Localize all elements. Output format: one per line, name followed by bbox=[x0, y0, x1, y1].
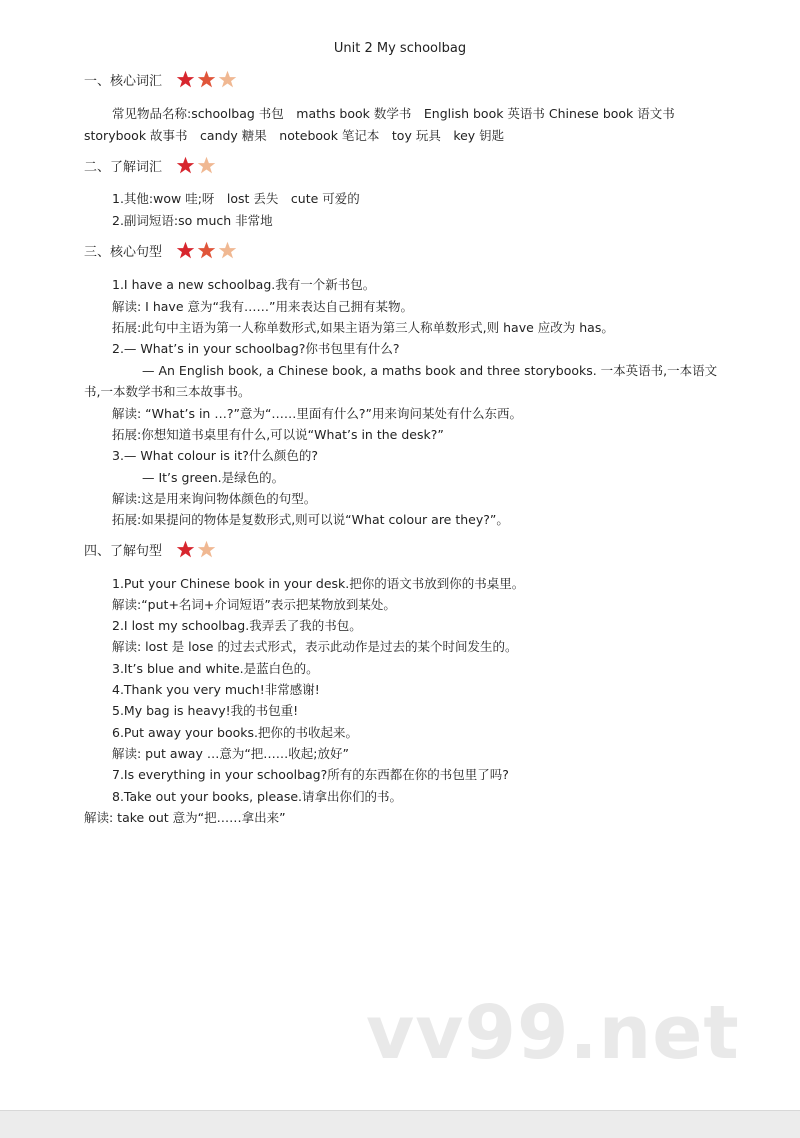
text-line: 3.It’s blue and white.是蓝白色的。 bbox=[112, 661, 319, 676]
text-line: 4.Thank you very much!非常感谢! bbox=[112, 682, 320, 697]
text-line: storybook 故事书 candy 糖果 notebook 笔记本 toy 玩具 key 钥匙 bbox=[84, 128, 505, 143]
text-line: 7.Is everything in your schoolbag?所有的东西都在你的书包里了吗? bbox=[112, 767, 509, 782]
star-icon bbox=[176, 156, 195, 175]
star-icon bbox=[197, 70, 216, 89]
text-line: 常见物品名称:schoolbag 书包 maths book 数学书 English book 英语书 Chinese book 语文书 bbox=[112, 106, 675, 121]
section-heading-core-sentences bbox=[84, 241, 239, 260]
text-line: 解读: lost 是 lose 的过去式形式，表示此动作是过去的某个时间发生的。 bbox=[112, 639, 518, 654]
star-icon bbox=[218, 241, 237, 260]
watermark-logo: vv99.net bbox=[366, 990, 740, 1076]
star-icon bbox=[218, 70, 237, 89]
text-line: 6.Put away your books.把你的书收起来。 bbox=[112, 725, 358, 740]
star-icon bbox=[197, 241, 216, 260]
section-heading-text: 三、核心句型 bbox=[84, 245, 163, 260]
text-line: 解读: take out 意为“把……拿出来” bbox=[84, 810, 286, 825]
section-heading-text: 四、了解句型 bbox=[84, 544, 163, 559]
text-line: 2.副词短语:so much 非常地 bbox=[112, 213, 273, 228]
rating-stars bbox=[176, 241, 239, 260]
text-line: 3.— What colour is it?什么颜色的? bbox=[112, 448, 318, 463]
text-line: — An English book, a Chinese book, a maths book and three storybooks. 一本英语书,一本语文 bbox=[142, 363, 718, 378]
text-line: — It’s green.是绿色的。 bbox=[142, 470, 285, 485]
section-heading-text: 二、了解词汇 bbox=[84, 160, 163, 175]
rating-stars bbox=[176, 70, 239, 89]
text-line: 书,一本数学书和三本故事书。 bbox=[84, 384, 251, 399]
text-line: 1.其他:wow 哇;呀 lost 丢失 cute 可爱的 bbox=[112, 191, 360, 206]
section-heading-core-vocabulary bbox=[84, 70, 239, 89]
rating-stars bbox=[176, 540, 218, 559]
text-line: 解读: I have 意为“我有……”用来表达自己拥有某物。 bbox=[112, 299, 413, 314]
text-line: 解读:“put+名词+介词短语”表示把某物放到某处。 bbox=[112, 597, 396, 612]
text-line: 1.I have a new schoolbag.我有一个新书包。 bbox=[112, 277, 376, 292]
text-line: 拓展:此句中主语为第一人称单数形式,如果主语为第三人称单数形式,则 have 应改为 has。 bbox=[112, 320, 614, 335]
text-line: 拓展:你想知道书桌里有什么,可以说“What’s in the desk?” bbox=[112, 427, 444, 442]
section-heading-text: 一、核心词汇 bbox=[84, 74, 163, 89]
star-icon bbox=[197, 156, 216, 175]
text-line: 2.— What’s in your schoolbag?你书包里有什么? bbox=[112, 341, 400, 356]
page-bottom-strip bbox=[0, 1110, 800, 1138]
document-title: Unit 2 My schoolbag bbox=[333, 41, 467, 56]
star-icon bbox=[176, 241, 195, 260]
text-line: 解读: “What’s in …?”意为“……里面有什么?”用来询问某处有什么东西。 bbox=[112, 406, 523, 421]
text-line: 解读: put away …意为“把……收起;放好” bbox=[112, 746, 349, 761]
star-icon bbox=[197, 540, 216, 559]
text-line: 拓展:如果提问的物体是复数形式,则可以说“What colour are they?”。 bbox=[112, 512, 509, 527]
text-line: 8.Take out your books, please.请拿出你们的书。 bbox=[112, 789, 402, 804]
rating-stars bbox=[176, 156, 218, 175]
section-heading-understand-sentences bbox=[84, 540, 218, 559]
section-heading-understand-vocabulary bbox=[84, 156, 218, 175]
text-line: 5.My bag is heavy!我的书包重! bbox=[112, 703, 299, 718]
text-line: 1.Put your Chinese book in your desk.把你的语文书放到你的书桌里。 bbox=[112, 576, 525, 591]
text-line: 2.I lost my schoolbag.我弄丢了我的书包。 bbox=[112, 618, 362, 633]
text-line: 解读:这是用来询问物体颜色的句型。 bbox=[112, 491, 317, 506]
star-icon bbox=[176, 70, 195, 89]
star-icon bbox=[176, 540, 195, 559]
